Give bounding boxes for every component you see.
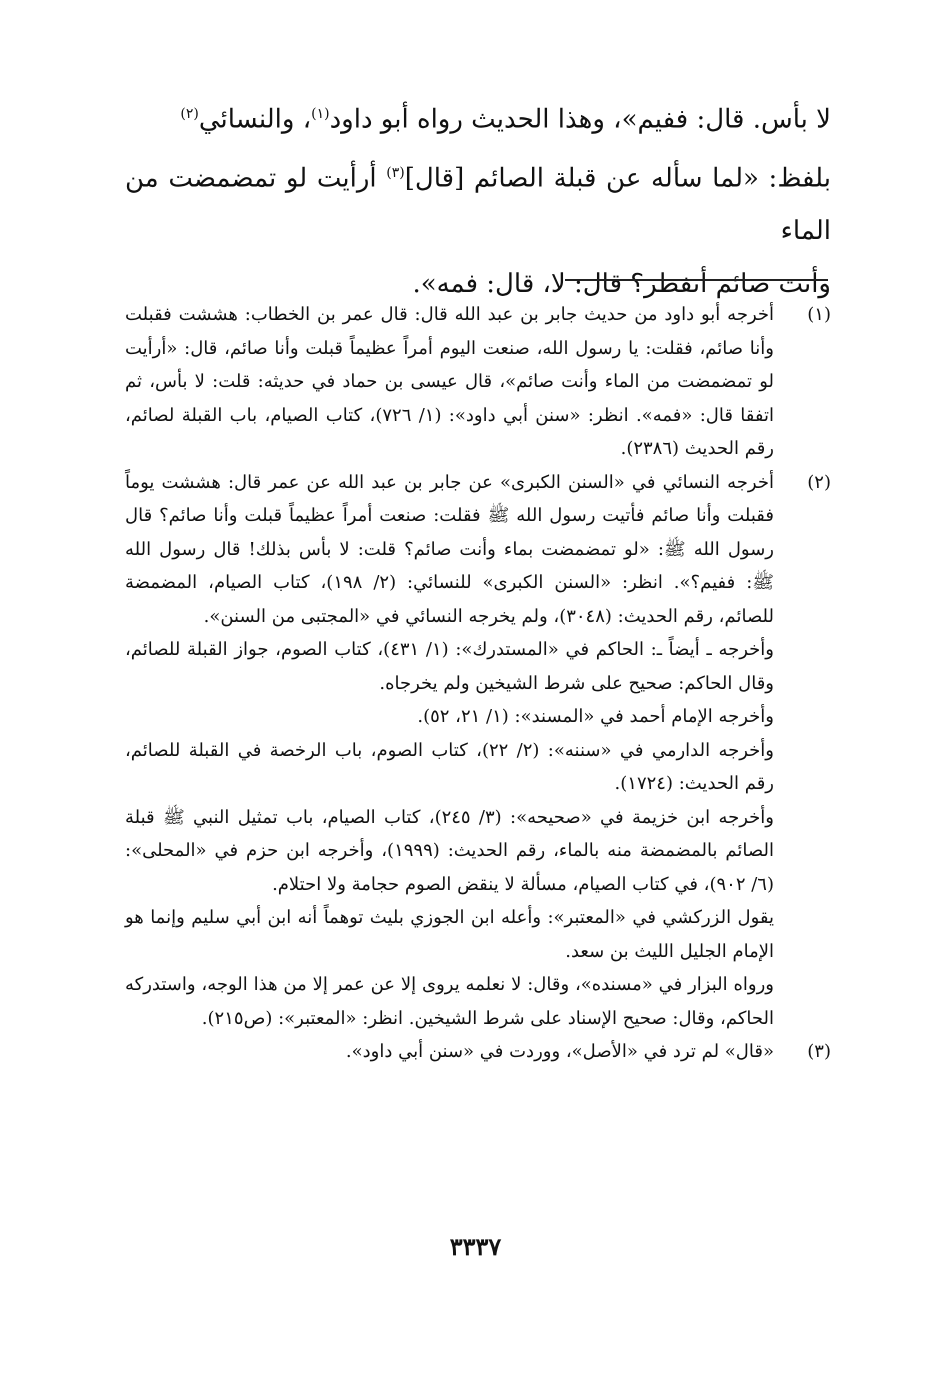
footnote-paragraph: وأخرجه ابن خزيمة في «صحيحه»: (٣/ ٢٤٥)، كتاب الصيام، باب تمثيل النبي ﷺ قبلة الصائم بالمضمضة منه بالماء، رقم الحديث: (١٩٩٩)، وأخرجه ابن حزم في «المحلى»: (٦/ ٩٠٢)، في كتاب الصيام، مسألة لا ينقض الصوم حجامة ولا احتلام. [125, 806, 774, 895]
footnote-3 [125, 1035, 831, 1069]
footnote-paragraph: يقول الزركشي في «المعتبر»: وأعله ابن الجوزي بليث توهماً أنه ابن أبي سليم وإنما هو الإمام الجليل الليث بن سعد. [125, 907, 774, 962]
footnote-ref-2[interactable]: (٢) [180, 106, 199, 122]
footnote-text: «قال» لم ترد في «الأصل»، ووردت في «سنن أبي داود». [345, 1041, 774, 1062]
main-text-segment: ، والنسائي [198, 104, 312, 135]
footnote-separator [565, 279, 828, 281]
footnote-paragraph: وأخرجه الدارمي في «سننه»: (٢/ ٢٢)، كتاب الصوم، باب الرخصة في القبلة للصائم، رقم الحديث: (١٧٢٤). [125, 739, 774, 794]
footnote-2 [125, 466, 831, 1036]
footnote-1 [125, 298, 831, 466]
footnote-paragraph: وأخرجه الإمام أحمد في «المسند»: (١/ ٢١، ٥٢). [417, 706, 774, 727]
main-line-3: وأنت صائم أتفطر؟ قال: لا، قال: فمه». [412, 269, 831, 300]
main-line-1 [125, 88, 831, 147]
page-number: ٣٣٣٧ [449, 1232, 502, 1261]
main-text-segment: بلفظ: «لما سأله عن قبلة الصائم [قال] [404, 163, 831, 194]
footnote-number: (٣) [807, 1041, 831, 1062]
main-text-segment: لا بأس. قال: ففيم»، وهذا الحديث رواه أبو داود [329, 104, 831, 135]
footnotes [125, 298, 831, 1069]
footnote-paragraph: أخرجه النسائي في «السنن الكبرى» عن جابر بن عبد الله عن عمر قال: هششت يوماً فقبلت وأنا صائم فأتيت رسول الله ﷺ فقلت: صنعت أمراً عظيماً قبلت وأنا صائم؟ قال رسول الله ﷺ: «لو تمضمضت بماء وأنت صائم؟ قلت: لا بأس بذلك! قال رسول الله ﷺ: ففيم؟». انظر: «السنن الكبرى» للنسائي: (٢/ ١٩٨)، كتاب الصيام، المضمضة للصائم، رقم الحديث: (٣٠٤٨)، ولم يخرجه النسائي في «المجتبى من السنن». [125, 471, 774, 627]
footnote-number: (٢) [807, 471, 831, 493]
main-text-segment: أرأيت لو تمضمضت من الماء [125, 163, 831, 247]
main-text [125, 88, 831, 311]
footnote-paragraph: ورواه البزار في «مسنده»، وقال: لا نعلمه يروى إلا عن عمر إلا من هذا الوجه، واستدركه الحاكم، وقال: صحيح الإسناد على شرط الشيخين. انظر: «المعتبر»: (ص٢١٥). [125, 974, 774, 1029]
footnote-text: أخرجه أبو داود من حديث جابر بن عبد الله قال: قال عمر بن الخطاب: هششت فقبلت وأنا صائم، فقلت: يا رسول الله، صنعت اليوم أمراً عظيماً قبلت وأنا صائم، قال: «أرأيت لو تمضمضت من الماء وأنت صائم»، قال عيسى بن حماد في حديثه: قلت: لا بأس، ثم اتفقا قال: «فمه». انظر: «سنن أبي داود»: (١/ ٧٢٦)، كتاب الصيام، باب القبلة لصائم، رقم الحديث (٢٣٨٦). [125, 304, 774, 459]
footnote-paragraph: وأخرجه ـ أيضاً ـ: الحاكم في «المستدرك»: (١/ ٤٣١)، كتاب الصوم، جواز القبلة للصائم، وقال الحاكم: صحيح على شرط الشيخين ولم يخرجاه. [125, 639, 774, 694]
main-line-2 [125, 147, 831, 259]
footnote-number: (١) [807, 304, 831, 325]
footnote-ref-3[interactable]: (٣) [386, 164, 405, 181]
footnote-ref-1[interactable]: (١) [311, 106, 330, 122]
